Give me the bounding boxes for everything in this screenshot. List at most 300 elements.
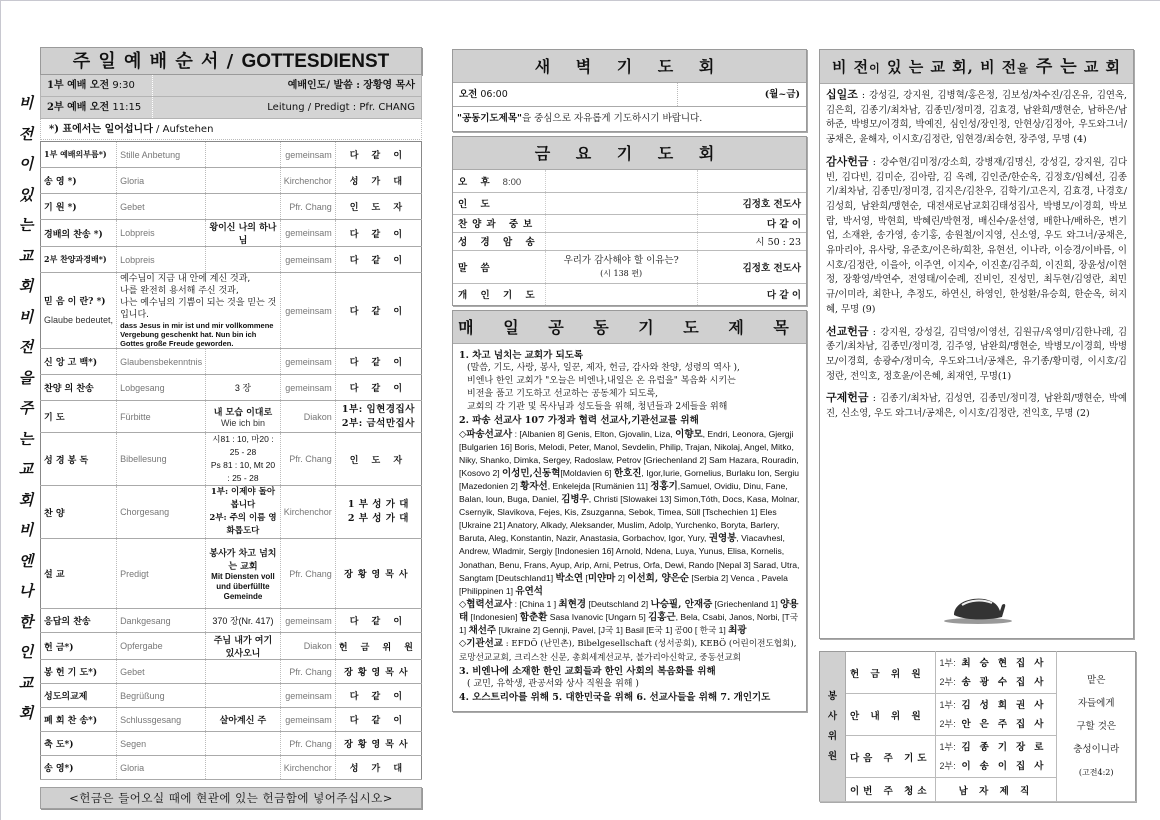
item-de: Predigt	[117, 539, 206, 609]
order-row	[41, 486, 422, 539]
thanks-names: : 강수현/김미정/강소희, 강병재/김명신, 강성길, 강지원, 김다빈, 김다빈, 김미순, 김아람, 김 옥례, 김인준/한순옥, 김정호/임혜선, 김종기/최차남, 김종민/정미경, 김지은/김찬우, 김학기/고은지, 김효경, 나경호/김성희, 남완희/맹현순, 대전새로남교회김태성집사, 박병모/이경희, 박보람, 박서영, 박현희, 박혜린/박현정, 배신수/윤선영, 배한나/배하은, 변기업, 소재완, 송가영, 송기홍, 송원철/이지영, 신소영, 우도 와그너/공채은, 유마리아, 유사랑, 유준호/이은하/희찬, 유현선, 이나라, 이승경/이바름, 이시호/김정란, 이을아, 이주연, 이지수, 이진훈/김주희, 이진희, 장윤성/이현정, 장황영/박연수, 전영태/이순례, 진비인, 진성민, 최두현/김영란, 최민규/이미라, 최한나, 추정도, 하연신, 하영인, 한성환/유승희, 한순옥, 허지혜, 무명 (9)	[826, 156, 1127, 315]
item-performer-de: gemeinsam	[280, 375, 335, 401]
item-ko: 성 경 봉 독	[41, 433, 117, 486]
item-ko: 설 교	[41, 539, 117, 609]
item-ko: 1부 예배의부름*)	[41, 142, 117, 168]
tithe-list	[820, 84, 1133, 148]
item-ko: 성도의교제	[41, 684, 117, 708]
friday-detail	[545, 283, 697, 305]
item-detail	[206, 660, 281, 684]
missionary-name-ko: 권영봉	[708, 533, 737, 545]
title-part: 비 전	[831, 58, 870, 76]
item-leader: 다 같 이	[335, 220, 421, 247]
friday-item	[453, 283, 545, 305]
missionary-name-ko: 유연석	[515, 585, 543, 597]
item-ko: 믿 음 이 란? *)	[44, 296, 106, 307]
title-korean: 주 일 예 배 순 서 /	[72, 51, 242, 72]
service-duty-table	[819, 651, 1136, 802]
friday-prayer-box	[452, 136, 807, 306]
motto-char: 비	[18, 307, 34, 326]
friday-item	[453, 170, 545, 192]
item-leader: 인 도 자	[335, 194, 421, 220]
item-detail: 주님 내가 여기 있사오니	[206, 633, 281, 660]
mission-offering-list	[820, 321, 1133, 385]
order-row	[41, 168, 422, 194]
dawn-prayer-time-row	[453, 83, 806, 107]
friday-row	[453, 170, 806, 192]
item-performer-de: Diakon	[280, 401, 335, 433]
item-leader: 다 같 이	[335, 247, 421, 273]
detail-de: Wie ich bin	[220, 418, 265, 428]
missionary-name-ko: 이성민,신동혁	[502, 467, 561, 479]
item-de: Glaube bedeutet,	[44, 314, 114, 325]
missionary-text: ,Samuel, Ovidiu, Dinu, Fane, Balan, Ioun, Buga, Daniel,	[459, 480, 788, 505]
missionaries-list	[459, 428, 800, 598]
creed-de: dass Jesus in mir ist und mir vollkommene Vergebung geschenkt hat. Nun bin ich Gottes große Freude geworden.	[120, 321, 274, 348]
motto-char: 비	[18, 521, 34, 539]
item-leader: 장황영목사	[335, 660, 421, 684]
title-part: 교 회,	[924, 58, 981, 76]
offerings-section	[819, 49, 1134, 639]
item-ko: 기 원 *)	[41, 194, 117, 220]
service-no: 2부:	[939, 718, 956, 729]
item-detail	[206, 539, 281, 609]
missionaries-label: ◇파송선교사	[459, 428, 513, 440]
item-ko: 기 도	[41, 401, 117, 433]
missionary-text: [Moldavien 6]	[560, 467, 614, 478]
item-detail: 살아계신 주	[206, 708, 281, 732]
motto-char: 전	[18, 124, 34, 143]
item-performer-de: Kirchenchor	[280, 756, 335, 780]
missionary-name-ko: 미얀마	[587, 572, 616, 584]
motto-char: 비	[18, 94, 34, 112]
worship-order-table	[40, 141, 422, 780]
worship-title	[40, 47, 422, 75]
detail-line: Ps 81 : 10, Mt 20 : 25 - 28	[210, 460, 276, 483]
offerings-title	[820, 50, 1133, 84]
missionary-text: [	[583, 572, 588, 583]
item-de: Gebet	[117, 660, 206, 684]
friday-row	[453, 283, 806, 305]
order-row	[41, 539, 422, 609]
detail-ko: 봉사가 차고 넘치는 교회	[209, 548, 277, 572]
friday-leader: 김정호 전도사	[697, 192, 806, 214]
item-detail: 3 장	[206, 375, 281, 401]
duty-side-label	[820, 652, 846, 802]
daily-prayer-box	[452, 310, 807, 712]
service-label: 1부 예배 오전	[47, 80, 110, 91]
item-detail	[206, 684, 281, 708]
service-no: 2부:	[939, 676, 956, 687]
service-time: 11:15	[112, 102, 142, 113]
vertical-motto	[14, 88, 38, 729]
missionary-text: , Enkelejda [Rumänien 11]	[547, 480, 651, 491]
motto-char: 회	[18, 704, 34, 722]
item-ko: 2부 찬양과경배*)	[41, 247, 117, 273]
order-item	[41, 273, 117, 349]
service-no: 1부:	[939, 699, 956, 710]
creed-line-ko: 나를 완전히 용서해 주신 것과,	[120, 286, 239, 296]
friday-item	[453, 214, 545, 232]
prayer-item-4-7: 4. 오스트리아를 위해 5. 대한민국을 위해 6. 선교사들을 위해 7. 개인기도	[459, 692, 771, 704]
item-de: Glaubensbekenntnis	[117, 349, 206, 375]
motto-char: 교	[18, 673, 34, 692]
missionary-text: , Endri, Leonora, Gjergji [Bulgarien 16] Boris, Melodi, Peter, Manol, Sevdelin, Philip, Trajan, Nikolaj, Angel, Mitko, Niky, Shanko, Dimka, Sergey, Radoslaw, Petrov [Griechenland 2] Sam Hazara, Rouradin, [Kosovo 2]	[459, 428, 799, 478]
missionary-name-ko: 김홍근	[648, 611, 676, 623]
item-detail	[206, 732, 281, 756]
order-row	[41, 142, 422, 168]
order-row	[41, 433, 422, 486]
missionary-name-ko: 이선희, 양은순	[627, 572, 689, 584]
missionary-text: [Deutschland 2]	[586, 598, 651, 609]
service-2-row	[40, 97, 422, 119]
title-part: 이	[869, 62, 881, 75]
motto-char: 을	[18, 368, 34, 387]
item-ko: 송 영 *)	[41, 168, 117, 194]
item-performer-de: gemeinsam	[280, 247, 335, 273]
motto-char: 한	[18, 612, 34, 631]
item-leader: 성 가 대	[335, 756, 421, 780]
leader-line: 2부: 금석만집사	[341, 417, 415, 429]
motto-char: 교	[18, 246, 34, 265]
prayer-section	[452, 49, 807, 712]
friday-detail	[545, 250, 697, 283]
missionary-text: , Viacavhesl, Andrew, Wladmir, Sergiy [Indonesien 16] Arnold, Ndena, Luya, Yunus, Elisa, Kornelis, Jonathan, Benu, Frans, Ayup, Arip, Arni, Petrus, Orfa, Dewi, Rando [Nepal 3] Sarad, Utra, Sangtam [Deutschland1]	[459, 533, 800, 583]
item-label: 개 인 기 도	[458, 290, 540, 302]
item-detail	[206, 194, 281, 220]
time-value: 06:00	[480, 89, 508, 100]
missionary-name-ko: 최현경	[558, 598, 587, 610]
service-no: 2부:	[939, 760, 956, 771]
item-performer-de: gemeinsam	[280, 142, 335, 168]
item-detail	[206, 168, 281, 194]
dawn-prayer-box	[452, 49, 807, 132]
item-performer-de: Pfr. Chang	[280, 194, 335, 220]
worship-order-section	[40, 47, 422, 809]
order-row	[41, 194, 422, 220]
item-detail	[206, 486, 281, 539]
person-name: 김성희권사	[961, 699, 1053, 711]
leader-name: 장황영 목사	[363, 80, 415, 91]
prayer-item-1-line: (말씀, 기도, 사랑, 봉사, 일꾼, 제자, 헌금, 감사와 찬양, 성령의 역사 ),	[467, 363, 740, 374]
missionary-text: [Griechenland 1]	[712, 598, 781, 609]
prayer-item-1-title: 1. 차고 넘치는 교회가 되도록	[459, 350, 584, 361]
item-detail: 왕이신 나의 하나님	[206, 220, 281, 247]
missionary-text: , Bela, Csabi, Janos, Norbi, [T국 1]	[459, 611, 799, 635]
order-row	[41, 401, 422, 433]
friday-row	[453, 232, 806, 250]
title-part: 을	[1017, 62, 1029, 75]
prayer-item-1-line: 비엔나 한인 교회가 "오늘은 비엔나,내일은 온 유럽을" 복음화 시키는	[467, 376, 736, 387]
daily-prayer-body	[453, 344, 806, 711]
side-char: 사	[827, 710, 838, 722]
time-label: 오전	[459, 89, 478, 100]
missionary-text: [Indonesien]	[468, 611, 520, 622]
duty-names	[935, 694, 1057, 736]
friday-item	[453, 250, 545, 283]
person-name: 이송이집사	[961, 760, 1053, 772]
institutions-text: : EFDÖ (난민촌), Bibelgesellschaft (성서공회), KEBÖ (어린이전도협회), 로망선교교회, 크리스찬 신문, 총회세계선교부, 불가리아신학교, 중동선교회	[459, 639, 797, 664]
order-row	[41, 220, 422, 247]
bible-verse	[1057, 652, 1136, 802]
missionary-name-ko: 함춘환	[519, 611, 548, 623]
motto-char: 교	[18, 460, 34, 478]
order-row	[41, 660, 422, 684]
missionary-text: [Serbia 2] Venca , Pavela [Philippinen 1]	[459, 572, 788, 596]
item-performer-de: Pfr. Chang	[280, 660, 335, 684]
missionary-text: , Igor,Iurie, Gornelius, Burlaku Ion, Sergiu [Mazedonien 2]	[459, 467, 800, 491]
item-de: Bibellesung	[117, 433, 206, 486]
leader-name: Pfr. CHANG	[359, 102, 415, 113]
leader-line: 1 부 성 가 대	[347, 499, 409, 510]
item-detail	[206, 247, 281, 273]
missionary-name-ko: 황자선	[520, 480, 548, 492]
praying-figure-illustration	[940, 585, 1020, 631]
relief-names: : 김종기/최차남, 김성연, 김종민/정미경, 남완희/맹현순, 박예진, 신소영, 우도 와그너/공채은, 이시호/김정란, 전익호, 무명 (2)	[826, 393, 1127, 420]
item-detail	[206, 142, 281, 168]
motto-char: 는	[18, 216, 34, 234]
leader-label: Leitung / Predigt :	[267, 102, 357, 113]
missionary-name-ko: 정홍기	[650, 480, 678, 492]
item-leader: 성 가 대	[335, 168, 421, 194]
item-leader	[335, 401, 421, 433]
item-label: 오 후	[458, 176, 495, 188]
missionary-text: [Ukraine 2] Gennji, Pavel, [J국 1] Basil [E국 1] 공00 [ 한국 1]	[496, 624, 729, 635]
service-no: 1부:	[939, 657, 956, 668]
item-leader: 다 같 이	[335, 375, 421, 401]
duty-names	[935, 652, 1057, 694]
item-leader: 다 같 이	[335, 684, 421, 708]
title-part: 교 회	[1077, 58, 1122, 76]
cleaning-label: 이번 주 청소	[846, 778, 936, 802]
friday-detail	[545, 170, 697, 192]
side-char: 위	[827, 730, 838, 742]
motto-char: 인	[18, 643, 34, 661]
partners-label: ◇협력선교사	[459, 598, 513, 610]
item-de: Gloria	[117, 756, 206, 780]
friday-leader: 시 50 : 23	[697, 232, 806, 250]
item-leader: 다 같 이	[335, 349, 421, 375]
relief-offering-list	[820, 387, 1133, 421]
item-de: Dankgesang	[117, 609, 206, 633]
item-ko: 찬 양	[41, 486, 117, 539]
item-performer-de: gemeinsam	[280, 349, 335, 375]
verse-line: 자들에게	[1077, 698, 1115, 709]
friday-detail	[545, 232, 697, 250]
item-leader	[335, 486, 421, 539]
item-performer-de: gemeinsam	[280, 220, 335, 247]
item-detail	[206, 756, 281, 780]
friday-prayer-table	[453, 170, 806, 305]
title-part: 비 전	[980, 58, 1018, 76]
item-performer-de: Pfr. Chang	[280, 732, 335, 756]
daily-prayer-title: 매 일 공 동 기 도 제 목	[453, 311, 806, 344]
order-row	[41, 375, 422, 401]
missionary-text: 2]	[615, 572, 628, 583]
item-ko: 찬양 의 찬송	[41, 375, 117, 401]
item-performer-de: Kirchenchor	[280, 168, 335, 194]
friday-detail	[545, 214, 697, 232]
dawn-prayer-title: 새 벽 기 도 회	[453, 50, 806, 83]
order-row	[41, 273, 422, 349]
missionary-name-ko: 나승필, 안재증	[650, 598, 713, 610]
friday-leader: 다 같 이	[697, 214, 806, 232]
days: (월~금)	[764, 89, 800, 100]
duty-names	[935, 736, 1057, 778]
item-de: Fürbitte	[117, 401, 206, 433]
prayer-item-2-title: 2. 파송 선교사 107 가정과 협력 선교사,기관선교를 위해	[459, 415, 699, 427]
title-part: 주 는	[1028, 57, 1078, 77]
prayer-item-3-sub: ( 교민, 유학생, 관공서와 상사 직원을 위해 )	[467, 679, 639, 690]
item-time: 8:00	[502, 176, 522, 188]
missionary-text: : [China 1 ]	[512, 598, 559, 609]
dawn-prayer-note	[453, 107, 806, 131]
motto-char: 이	[18, 155, 34, 173]
item-leader: 다 같 이	[335, 273, 421, 349]
missionary-text: Sasa Ivanovic [Ungarn 5]	[547, 611, 649, 622]
cleaning-value: 남 자 제 직	[935, 778, 1057, 802]
order-row	[41, 756, 422, 780]
verse-line: (고전4:2)	[1078, 768, 1114, 777]
item-ko: 응답의 찬송	[41, 609, 117, 633]
motto-char: 전	[18, 338, 34, 356]
leader-line: 1부: 임현경집사	[341, 403, 415, 415]
motto-char: 나	[18, 582, 34, 600]
detail-line: 시81 : 10, 마20 : 25 - 28	[212, 434, 274, 457]
item-detail	[206, 433, 281, 486]
item-ko: 송 영*)	[41, 756, 117, 780]
prayer-item-3-title: 3. 비엔나에 소재한 한인 교회들과 한인 사회의 복음화를 위해	[459, 666, 716, 678]
motto-char: 는	[18, 429, 34, 448]
item-de: Gloria	[117, 168, 206, 194]
service-label: 2부 예배 오전	[47, 102, 110, 113]
friday-item	[453, 192, 545, 214]
partners-list	[459, 598, 800, 637]
item-de: Schlussgesang	[117, 708, 206, 732]
friday-row	[453, 192, 806, 214]
item-ko: 헌 금*)	[41, 633, 117, 660]
item-leader: 장황영목사	[335, 539, 421, 609]
missionary-name-ko: 박소연	[555, 572, 584, 584]
friday-row	[453, 250, 806, 283]
missionary-name-ko: 김병우	[561, 494, 589, 506]
missionary-name-ko: 이향모	[675, 428, 703, 440]
item-de: Begrüßung	[117, 684, 206, 708]
item-performer-de: gemeinsam	[280, 684, 335, 708]
item-performer-de: gemeinsam	[280, 708, 335, 732]
service-time: 9:30	[112, 80, 135, 91]
title-german: GOTTESDIENST	[241, 51, 390, 72]
item-label: 말 씀	[458, 262, 495, 274]
tithe-label: 십일조	[826, 88, 858, 101]
order-row	[41, 708, 422, 732]
order-row	[41, 247, 422, 273]
order-row	[41, 633, 422, 660]
mission-label: 선교헌금	[826, 324, 869, 338]
duty-role: 헌 금 위 원	[846, 652, 936, 694]
note-bold: "공동기도제목"	[457, 113, 522, 124]
friday-leader: 김정호 전도사	[697, 250, 806, 283]
creed-line-ko: 예수님이 지금 내 안에 계신 것과,	[120, 274, 251, 284]
creed-text	[117, 273, 281, 349]
friday-leader	[697, 170, 806, 192]
item-de: Chorgesang	[117, 486, 206, 539]
side-char: 봉	[827, 690, 838, 702]
person-name: 최승현집사	[961, 657, 1053, 669]
missionary-text: , Christi [Slowakei 13] Simon,Tóth, Docs, Kasa, Molnar, Csernyik, Slavikova, Fejes, Kis, Zsuzganna, Sebok, Timea, Süll [Tschechien 1] Eles [Ukraine 21] Anatory, Alkady, Aleksander, Muslim, Adolp, Yurchenko, Boryta, Barlery, Baruta, Aleg, Konstantin, Nazir, Anastasia, Gorbachov, Igor, Yury,	[459, 494, 800, 544]
order-row	[41, 684, 422, 708]
friday-row	[453, 214, 806, 232]
person-name: 김종기장로	[961, 741, 1053, 753]
missionary-name-ko: 채선주	[468, 624, 497, 636]
motto-char: 회	[18, 490, 34, 509]
thanks-offering-list	[820, 151, 1133, 318]
institutions-label: ◇기관선교	[459, 638, 504, 650]
item-performer-de: Pfr. Chang	[280, 539, 335, 609]
verse-line: 맡은	[1087, 675, 1106, 686]
friday-detail	[545, 192, 697, 214]
item-de: Segen	[117, 732, 206, 756]
order-row	[41, 609, 422, 633]
duty-role: 안 내 위 원	[846, 694, 936, 736]
institutions-list	[459, 637, 800, 665]
detail-line: 1부: 이제야 돌아봅니다	[210, 487, 276, 510]
detail-line: 2부: 주의 이름 영화롭도다	[209, 513, 277, 536]
item-label: 성 경 암 송	[458, 237, 540, 248]
item-detail: 370 장(Nr. 417)	[206, 609, 281, 633]
item-detail	[206, 401, 281, 433]
verse-line: 충성이니라	[1073, 744, 1120, 755]
item-label: 인 도	[458, 199, 495, 210]
order-row	[41, 349, 422, 375]
leader-label: 예배인도/ 발씀 :	[287, 80, 361, 91]
item-ko: 신 앙 고 백*)	[41, 349, 117, 375]
item-performer-de: gemeinsam	[280, 273, 335, 349]
item-detail	[206, 349, 281, 375]
item-ko: 폐 회 찬 송*)	[41, 708, 117, 732]
missionary-text: : [Albanien 8] Genis, Elton, Gjovalin, Liza,	[512, 428, 676, 439]
motto-char: 엔	[18, 551, 34, 570]
friday-leader: 다 같 이	[766, 290, 801, 302]
item-leader: 다 같 이	[335, 142, 421, 168]
missionary-name-ko: 한호진	[613, 467, 642, 479]
item-leader: 다 같 이	[335, 708, 421, 732]
thanks-label: 감사헌금	[826, 154, 869, 168]
missionary-name-ko: 양용태	[459, 598, 799, 623]
item-de: Opfergabe	[117, 633, 206, 660]
item-de: Lobgesang	[117, 375, 206, 401]
order-row	[41, 732, 422, 756]
item-ko: 축 도*)	[41, 732, 117, 756]
service-1-row	[40, 75, 422, 97]
leader-line: 2 부 성 가 대	[347, 513, 409, 524]
detail-de: Mit Diensten voll und überfüllte Gemeinde	[211, 571, 275, 601]
note-text: 을 중심으로 자유롭게 기도하시기 바랍니다.	[521, 113, 703, 124]
prayer-item-1-line: 비전을 품고 기도하고 선교하는 공동체가 되도록,	[467, 389, 659, 400]
item-leader: 장황영목사	[335, 732, 421, 756]
item-ko: 봉 헌 기 도*)	[41, 660, 117, 684]
friday-prayer-title: 금 요 기 도 회	[453, 137, 806, 170]
standing-note	[40, 119, 422, 140]
item-label: 찬양과 중보	[458, 219, 538, 230]
standing-note-ko: *) 표에서는 일어섭니다	[49, 124, 153, 135]
item-de: Stille Anbetung	[117, 142, 206, 168]
relief-label: 구제헌금	[826, 391, 869, 405]
item-performer-de: gemeinsam	[280, 609, 335, 633]
mission-names: : 강지원, 강성길, 김덕영/이영선, 김원규/육영미/김한나래, 김종기/최차남, 김종민/정미경, 김주영, 남완희/맹현순, 박병모/이경희, 박병모/이경희, 송광수/정미숙, 우도와그너/공채은, 유기종/황미령, 이시호/김정란, 전익호, 정호윤/이은혜, 최재연, 무명(1)	[826, 326, 1127, 382]
person-name: 안은주집사	[961, 718, 1053, 730]
prayer-item-1-line: 교회의 각 기관 및 목사님과 성도들을 위해, 청년들과 2세들을 위해	[467, 402, 728, 413]
